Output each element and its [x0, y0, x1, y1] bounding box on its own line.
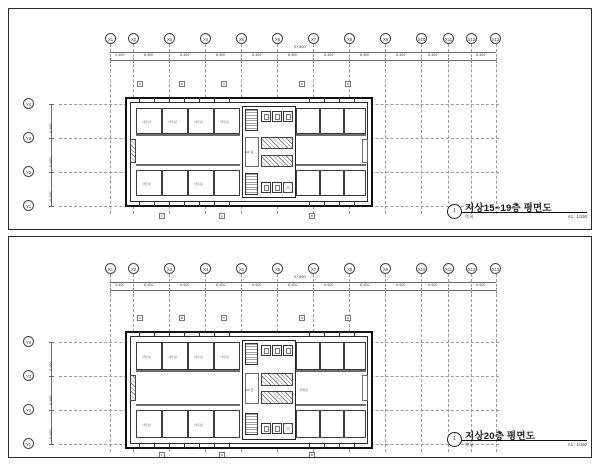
- mullion: [339, 331, 340, 336]
- mullion: [154, 331, 155, 336]
- mullion: [214, 202, 215, 207]
- bay-dim-8: 8,400: [360, 283, 370, 287]
- room-label-machine: 기계실: [299, 388, 308, 392]
- gridline-x12: [471, 274, 472, 452]
- grid-bubble-y3: Y3: [23, 370, 34, 381]
- elevator-1: [261, 345, 271, 356]
- grid-bubble-x7: X7: [308, 33, 319, 44]
- detail-number: 1: [447, 204, 462, 219]
- bay-dim-2: 8,400: [144, 53, 154, 57]
- grid-bubble-x13: X13: [490, 33, 501, 44]
- mullion: [154, 97, 155, 102]
- scale-value: A1 : 1/150: [567, 441, 587, 447]
- dim-tick: [49, 206, 54, 207]
- bay-dim-7: 8,400: [324, 53, 334, 57]
- grid-bubble-x10: X10: [416, 263, 427, 274]
- bay-dim-6: 8,400: [288, 283, 298, 287]
- gridline-x11: [448, 274, 449, 452]
- grid-bubble-x3: X3: [164, 33, 175, 44]
- elevator-4: [261, 182, 271, 193]
- office-room: [320, 410, 344, 438]
- grid-bubble-x10: X10: [416, 33, 427, 44]
- mullion: [339, 444, 340, 449]
- mullion: [354, 444, 355, 449]
- office-room: [344, 342, 366, 370]
- grid-bubble-y4: Y4: [23, 336, 34, 347]
- overall-dimension-text: 97,800: [294, 275, 306, 279]
- mullion: [139, 444, 140, 449]
- room-label-office: 사무실: [142, 355, 151, 359]
- overall-dimension-line: [110, 282, 496, 283]
- mullion: [214, 444, 215, 449]
- bay-dim-5: 8,400: [252, 53, 262, 57]
- annotation-tag: A: [221, 214, 224, 218]
- office-room: [214, 170, 240, 196]
- room-label-office: 사무실: [142, 120, 151, 124]
- grid-bubble-y3: Y3: [23, 132, 34, 143]
- bay-dim-4: 8,400: [216, 283, 226, 287]
- scale-label: 축척: [465, 441, 474, 447]
- grid-bubble-y2: Y2: [23, 404, 34, 415]
- gridline-x12: [471, 44, 472, 214]
- mullion: [199, 202, 200, 207]
- left-dim-2: 8,400: [49, 395, 53, 405]
- annotation-tag: A: [139, 82, 142, 86]
- bay-dim-1: 3,400: [115, 283, 125, 287]
- dim-tick: [49, 104, 54, 105]
- room-label-office: 사무실: [220, 120, 229, 124]
- elevator-2: [272, 345, 282, 356]
- service-shaft-right: [362, 375, 368, 401]
- mullion: [354, 97, 355, 102]
- bay-dim-10: 8,400: [428, 283, 438, 287]
- mullion: [339, 202, 340, 207]
- elevator-3: [283, 345, 293, 356]
- bay-dim-3: 8,400: [180, 53, 190, 57]
- plan-area-20: [9, 237, 591, 457]
- bay-dim-10: 8,400: [428, 53, 438, 57]
- grid-bubble-x5: X5: [236, 33, 247, 44]
- mullion: [324, 97, 325, 102]
- bay-dim-7: 8,400: [324, 283, 334, 287]
- office-room: [320, 170, 344, 196]
- office-room: [296, 108, 320, 134]
- mullion: [214, 331, 215, 336]
- elevator-5: [272, 182, 282, 193]
- annotation-tag: A: [139, 316, 142, 320]
- gridline-x10: [421, 274, 422, 452]
- mullion: [324, 444, 325, 449]
- left-dim-3: 8,400: [49, 429, 53, 439]
- plan-area-15-19: [9, 9, 591, 229]
- stair-core-2: [245, 173, 258, 195]
- mullion: [309, 331, 310, 336]
- bay-dimension-line: [110, 290, 496, 291]
- mullion: [139, 97, 140, 102]
- office-room: [296, 170, 320, 196]
- floor-plan-panel-20: [8, 236, 592, 458]
- bay-dim-6: 8,400: [288, 53, 298, 57]
- service-shaft-left: [130, 375, 136, 401]
- office-room: [296, 342, 320, 370]
- gridline-x1: [110, 44, 111, 214]
- office-room: [214, 410, 240, 438]
- detail-number: 1: [447, 432, 462, 447]
- grid-bubble-y1: Y1: [23, 200, 34, 211]
- grid-bubble-y1: Y1: [23, 438, 34, 449]
- mullion: [139, 202, 140, 207]
- dim-tick: [49, 172, 54, 173]
- room-label-office: 사무실: [220, 355, 229, 359]
- stair-core-1: [245, 109, 258, 131]
- mullion: [169, 202, 170, 207]
- toilet-zone-men: [261, 373, 293, 386]
- grid-bubble-x2: X2: [128, 263, 139, 274]
- grid-bubble-x4: X4: [200, 33, 211, 44]
- grid-bubble-x8: X8: [344, 33, 355, 44]
- room-label-office: 사무실: [194, 182, 203, 186]
- mullion: [184, 331, 185, 336]
- mullion: [309, 444, 310, 449]
- grid-bubble-x12: X12: [466, 33, 477, 44]
- room-label-ev-hall: E/V 홀: [245, 150, 254, 154]
- service-shaft-right: [362, 139, 368, 163]
- bay-dim-4: 8,400: [216, 53, 226, 57]
- left-dim-2: 8,400: [49, 157, 53, 167]
- grid-bubble-x13: X13: [490, 263, 501, 274]
- grid-bubble-y4: Y4: [23, 98, 34, 109]
- mullion: [309, 202, 310, 207]
- dim-tick: [49, 376, 54, 377]
- gridline-x13: [496, 274, 497, 452]
- mullion: [139, 331, 140, 336]
- gridline-x13: [496, 44, 497, 214]
- annotation-tag: D: [301, 82, 304, 86]
- office-room: [344, 410, 366, 438]
- toilet-zone-men: [261, 137, 293, 149]
- grid-bubble-x8: X8: [344, 263, 355, 274]
- corridor-edge: [296, 134, 366, 136]
- shaft-ps: [283, 423, 293, 434]
- grid-bubble-x7: X7: [308, 263, 319, 274]
- mullion: [229, 331, 230, 336]
- mullion: [199, 331, 200, 336]
- scale-value: A1 : 1/150: [567, 213, 587, 219]
- elevator-1: [261, 111, 271, 122]
- mullion: [184, 202, 185, 207]
- dim-tick: [49, 342, 54, 343]
- mullion: [154, 444, 155, 449]
- room-label-ev-hall: E/V 홀: [245, 388, 254, 392]
- bay-dimension-line: [110, 60, 496, 61]
- grid-bubble-x5: X5: [236, 263, 247, 274]
- overall-dimension-line: [110, 52, 496, 53]
- elevator-2: [272, 111, 282, 122]
- room-label-office: 사무실: [194, 423, 203, 427]
- mullion: [324, 331, 325, 336]
- room-label-office: 사무실: [142, 182, 151, 186]
- floor-plan-panel-15-19: [8, 8, 592, 230]
- mullion: [199, 97, 200, 102]
- bay-dim-1: 3,400: [115, 53, 125, 57]
- annotation-tag: B: [181, 82, 184, 86]
- plan-title: 지상15~19층 평면도: [465, 203, 552, 214]
- room-label-office: 사무실: [142, 423, 151, 427]
- mullion: [184, 444, 185, 449]
- office-room: [320, 342, 344, 370]
- shaft-ps: [283, 182, 293, 193]
- toilet-zone-women: [261, 155, 293, 167]
- mullion: [354, 331, 355, 336]
- bay-dim-8: 8,400: [360, 53, 370, 57]
- elevator-5: [272, 423, 282, 434]
- stair-core-1: [245, 343, 258, 365]
- overall-dimension-text: 97,800: [294, 45, 306, 49]
- annotation-tag: E: [347, 316, 350, 320]
- annotation-tag: B: [311, 214, 314, 218]
- bay-dim-11: 8,400: [476, 53, 486, 57]
- mullion: [169, 331, 170, 336]
- gridline-x10: [421, 44, 422, 214]
- grid-bubble-x11: X11: [443, 33, 454, 44]
- corridor-edge: [136, 404, 240, 406]
- elevator-4: [261, 423, 271, 434]
- office-room: [320, 108, 344, 134]
- mullion: [169, 444, 170, 449]
- left-dim-3: 8,400: [49, 191, 53, 201]
- scale-label: 축척: [465, 213, 474, 219]
- corridor-edge: [136, 370, 240, 372]
- grid-bubble-x3: X3: [164, 263, 175, 274]
- annotation-tag: A: [221, 453, 224, 457]
- grid-bubble-x11: X11: [443, 263, 454, 274]
- bay-dim-5: 8,400: [252, 283, 262, 287]
- grid-bubble-x9: X9: [380, 263, 391, 274]
- corridor-edge: [136, 134, 240, 136]
- mullion: [214, 97, 215, 102]
- grid-bubble-x4: X4: [200, 263, 211, 274]
- corridor-edge: [296, 404, 366, 406]
- annotation-tag: D: [301, 316, 304, 320]
- annotation-tag: C: [223, 82, 226, 86]
- grid-bubble-x6: X6: [272, 33, 283, 44]
- mullion: [229, 202, 230, 207]
- left-dim-1: 8,400: [49, 361, 53, 371]
- mullion: [339, 97, 340, 102]
- grid-bubble-x12: X12: [466, 263, 477, 274]
- mullion: [154, 202, 155, 207]
- plan-title: 지상20층 평면도: [465, 431, 536, 442]
- annotation-tag: C: [223, 316, 226, 320]
- bay-dim-9: 8,400: [396, 283, 406, 287]
- annotation-tag: B: [181, 316, 184, 320]
- office-room: [162, 170, 188, 196]
- stair-core-2: [245, 413, 258, 435]
- grid-bubble-x2: X2: [128, 33, 139, 44]
- grid-bubble-x1: X1: [105, 33, 116, 44]
- dim-tick: [49, 444, 54, 445]
- room-label-office: 사무실: [194, 120, 203, 124]
- bay-dim-2: 8,400: [144, 283, 154, 287]
- office-room: [296, 410, 320, 438]
- grid-bubble-y2: Y2: [23, 166, 34, 177]
- annotation-tag: E: [347, 82, 350, 86]
- annotation-tag: B: [311, 453, 314, 457]
- left-dim-1: 8,400: [49, 123, 53, 133]
- gridline-x9: [385, 44, 386, 214]
- corridor-edge: [296, 164, 366, 166]
- grid-bubble-x6: X6: [272, 263, 283, 274]
- mullion: [169, 97, 170, 102]
- room-label-office: 사무실: [168, 355, 177, 359]
- bay-dim-9: 8,400: [396, 53, 406, 57]
- office-room: [162, 410, 188, 438]
- mullion: [309, 97, 310, 102]
- grid-bubble-x1: X1: [105, 263, 116, 274]
- office-room: [344, 170, 366, 196]
- office-room: [344, 108, 366, 134]
- elevator-3: [283, 111, 293, 122]
- dim-tick: [49, 410, 54, 411]
- title-block-15-19: [447, 200, 587, 226]
- service-shaft-left: [130, 139, 136, 163]
- dim-tick: [49, 138, 54, 139]
- title-block-20: [447, 428, 587, 454]
- bay-dim-3: 8,400: [180, 283, 190, 287]
- grid-bubble-x9: X9: [380, 33, 391, 44]
- mullion: [199, 444, 200, 449]
- mullion: [184, 97, 185, 102]
- annotation-tag: F: [161, 453, 163, 457]
- toilet-zone-women: [261, 391, 293, 404]
- room-label-office: 사무실: [194, 355, 203, 359]
- annotation-tag: F: [161, 214, 163, 218]
- gridline-x1: [110, 274, 111, 452]
- corridor-edge: [296, 370, 366, 372]
- mullion: [229, 444, 230, 449]
- mullion: [354, 202, 355, 207]
- gridline-x9: [385, 274, 386, 452]
- mullion: [229, 97, 230, 102]
- gridline-x11: [448, 44, 449, 214]
- bay-dim-11: 8,400: [476, 283, 486, 287]
- room-label-office: 사무실: [168, 120, 177, 124]
- corridor-edge: [136, 164, 240, 166]
- mullion: [324, 202, 325, 207]
